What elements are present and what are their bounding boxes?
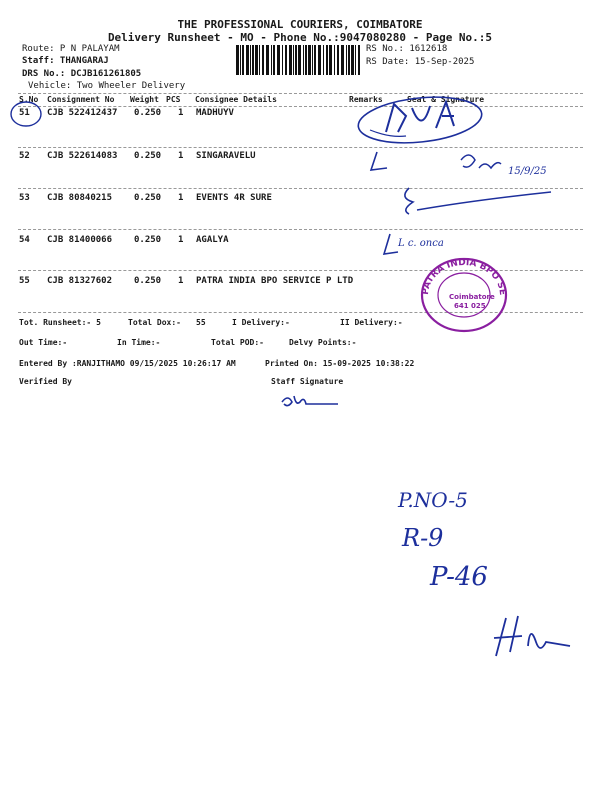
- handwritten-date-52: 15/9/25: [508, 166, 547, 177]
- company-name: THE PROFESSIONAL COURIERS, COIMBATORE: [177, 18, 423, 31]
- row-weight: 0.250: [134, 235, 162, 245]
- barcode: [236, 45, 362, 75]
- handwritten-p-count: P-46: [430, 562, 488, 592]
- tot-runsheet: Tot. Runsheet:- 5: [19, 318, 101, 327]
- col-seal: Seal & Signature: [407, 95, 485, 104]
- company-seal-stamp: [414, 248, 512, 335]
- row-consignee: SINGARAVELU: [196, 151, 256, 161]
- row-weight: 0.250: [134, 276, 162, 286]
- row-sno: 52: [19, 151, 30, 161]
- route-label: Route: P N PALAYAM: [22, 44, 120, 54]
- svg-text:Coimbatore: Coimbatore: [449, 293, 495, 301]
- row-pcs: 1: [178, 108, 184, 118]
- row-pcs: 1: [178, 235, 184, 245]
- col-consignment: Consignment No: [47, 95, 115, 104]
- circle-mark-51: [8, 98, 44, 130]
- staff-signature: [278, 392, 348, 412]
- vehicle-label: Vehicle: Two Wheeler Delivery: [28, 81, 186, 91]
- signature-row-53: [395, 184, 595, 218]
- drs-number: DRS No.: DCJB161261805: [22, 69, 142, 79]
- row-sno: 54: [19, 235, 30, 245]
- rs-date: RS Date: 15-Sep-2025: [366, 57, 475, 67]
- row-pcs: 1: [178, 193, 184, 203]
- row-weight: 0.250: [134, 193, 162, 203]
- col-weight: Weight: [130, 95, 159, 104]
- row-consignee: MADHUYV: [196, 108, 234, 118]
- in-time: In Time:-: [117, 338, 161, 347]
- handwritten-note-54: L c. onca: [398, 238, 444, 249]
- i-delivery: I Delivery:-: [232, 318, 290, 327]
- row-consignee: EVENTS 4R SURE: [196, 193, 272, 203]
- delvy-points: Delvy Points:-: [289, 338, 357, 347]
- svg-text:PATRA INDIA BPO SERVICES: PATRA INDIA BPO SERVICES: [414, 248, 508, 296]
- row-consignment: CJB 522412437: [47, 108, 118, 118]
- printed-on: Printed On: 15-09-2025 10:38:22: [265, 359, 415, 368]
- ii-delivery: II Delivery:-: [340, 318, 403, 327]
- runsheet-title: Delivery Runsheet - MO - Phone No.:9047080280 - Page No.:5: [107, 31, 493, 44]
- row-weight: 0.250: [134, 108, 162, 118]
- svg-text:641 025: 641 025: [454, 302, 486, 310]
- entered-by: Entered By :RANJITHAMO 09/15/2025 10:26:17 AM: [19, 359, 236, 368]
- row-sno: 55: [19, 276, 30, 286]
- col-sno: S.No: [19, 95, 39, 104]
- total-pod: Total POD:-: [211, 338, 264, 347]
- verified-by: Verified By: [19, 377, 72, 386]
- header-top-rule: [18, 93, 583, 94]
- col-pcs: PCS: [166, 95, 181, 104]
- row-pcs: 1: [178, 276, 184, 286]
- row-pcs: 1: [178, 151, 184, 161]
- row-consignment: CJB 80840215: [47, 193, 113, 203]
- col-consignee: Consignee Details: [195, 95, 277, 104]
- row-consignment: CJB 522614083: [47, 151, 118, 161]
- row-sno: 53: [19, 193, 30, 203]
- handwritten-signature-bottom: [488, 612, 578, 662]
- row-consignee: PATRA INDIA BPO SERVICE P LTD: [196, 276, 354, 286]
- out-time: Out Time:-: [19, 338, 68, 347]
- rs-number: RS No.: 1612618: [366, 44, 448, 54]
- handwritten-r-count: R-9: [402, 524, 444, 552]
- staff-signature-label: Staff Signature: [271, 377, 344, 386]
- row-consignee: AGALYA: [196, 235, 229, 245]
- signature-row-51: [350, 92, 490, 152]
- row-sno: 51: [19, 108, 30, 118]
- total-dox-label: Total Dox:-: [128, 318, 181, 327]
- row-rule: [18, 229, 583, 230]
- row-weight: 0.250: [134, 151, 162, 161]
- col-remarks: Remarks: [349, 95, 383, 104]
- staff-label: Staff: THANGARAJ: [22, 56, 109, 66]
- row-consignment: CJB 81327602: [47, 276, 113, 286]
- total-dox-value: 55: [196, 318, 206, 327]
- row-consignment: CJB 81400066: [47, 235, 113, 245]
- handwritten-page-number: P.NO-5: [398, 488, 468, 512]
- header-bottom-rule: [18, 106, 583, 107]
